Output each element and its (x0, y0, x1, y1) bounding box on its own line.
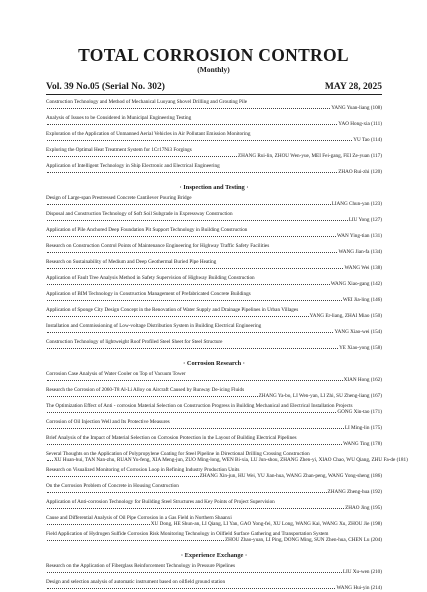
article-authors-page: WEI Jia-ling (146) (342, 297, 382, 304)
toc-entry[interactable] (46, 499, 382, 512)
toc-entry[interactable] (46, 163, 382, 176)
dot-leader (47, 380, 343, 381)
article-authors-page: YAO Hong-xia (111) (338, 121, 382, 128)
article-title: Research on Construction Control Points of Maintenance Engineering for Highway Traffic Safety Facilities (46, 243, 270, 249)
toc-entry[interactable] (46, 291, 382, 304)
dot-leader (47, 396, 258, 397)
article-meta (46, 105, 382, 111)
article-authors-page: WANG Jian-fa (134) (338, 249, 382, 256)
toc-entry[interactable] (46, 435, 382, 448)
article-authors-page: ZHAO Jing (195) (345, 505, 382, 512)
article-authors-page: WAN Ying-tian (131) (336, 233, 382, 240)
toc-entry[interactable] (46, 515, 382, 528)
dot-leader (47, 540, 224, 541)
article-meta (46, 281, 382, 287)
dot-leader (47, 108, 330, 109)
article-authors-page: YE Xiao-yong (158) (339, 345, 382, 352)
article-authors-page: XU Dong, HE Shun-an, LI Qiang, LI Yan, GAO Yong-fei, XU Long, WANG Kai, WANG Xu, ZHOU Jie (198) (150, 521, 382, 528)
article-authors-page: LIU Xu-wen (210) (342, 569, 382, 576)
toc-entry[interactable] (46, 195, 382, 208)
article-meta (46, 265, 382, 271)
dot-leader (47, 524, 150, 525)
dot-leader (47, 204, 331, 205)
article-authors-page: ZHANG Ya-bo, LI Wen-yan, LI Zhi, SU Zheng-liang (167) (258, 393, 382, 400)
article-authors-page: XIAN Hong (162) (343, 377, 382, 384)
toc-entry[interactable] (46, 147, 382, 160)
dot-leader (47, 140, 352, 141)
toc-entry[interactable] (46, 131, 382, 144)
article-authors-page: ZHAO Rui-zhi (120) (338, 169, 382, 176)
article-meta (46, 393, 382, 399)
article-title: On the Corrosion Problem of Concrete in Housing Construction (46, 483, 179, 489)
dot-leader (47, 156, 237, 157)
dot-leader (47, 460, 53, 461)
toc-entry[interactable] (46, 339, 382, 352)
header-rule (46, 94, 382, 95)
article-title: Research on Visualized Monitoring of Corrosion Loop in Refining Industry Production Units (46, 467, 240, 473)
article-authors-page: WANG Ting (178) (343, 441, 382, 448)
issue-date: MAY 28, 2025 (324, 82, 382, 92)
dot-leader (47, 300, 342, 301)
toc-entry[interactable] (46, 115, 382, 128)
toc-entry[interactable] (46, 563, 382, 576)
journal-title: TOTAL CORROSION CONTROL (78, 45, 349, 65)
article-authors-page: WANG Wei (138) (344, 265, 382, 272)
article-meta (46, 329, 382, 335)
article-authors-page: ZHANG Zheng-hua (192) (327, 489, 382, 496)
article-authors-page: WANG Hui-yin (214) (336, 585, 382, 592)
section-heading: · Corrosion Research · (183, 359, 245, 367)
article-title: Cause and Differential Analysis of Oil Pipe Corrosion in a Gas Field in Northern Shaanxi (46, 515, 232, 521)
article-meta (46, 473, 382, 479)
article-title: Research the Corrosion of 2060-T8 Al-Li Alloy on Aircraft Caused by Runway De-icing Fluids (46, 387, 245, 393)
toc-entry[interactable] (46, 211, 382, 224)
dot-leader (47, 284, 330, 285)
dot-leader (47, 172, 337, 173)
dot-leader (47, 444, 342, 445)
article-title: Corrosion Case Analysis of Water Cooler on Top of Vacuum Tower (46, 371, 186, 377)
article-title: Application of Pile Anchored Deep Foundation Pit Support Technology in Building Construction (46, 227, 248, 233)
article-title: Design of Large-span Prestressed Concrete Cantilever Pouring Bridge (46, 195, 192, 201)
dot-leader (47, 508, 344, 509)
article-title: Analysis of Issues to be Considered in Municipal Engineering Testing (46, 115, 192, 121)
article-authors-page: YANG Xiao-wei (154) (334, 329, 382, 336)
article-authors-page: YANG Yuan-liang (108) (331, 105, 382, 112)
dot-leader (47, 236, 336, 237)
article-meta (46, 537, 382, 543)
article-title: Research on Sustainability of Medium and Deep Geothermal Buried Pipe Heating (46, 259, 217, 265)
article-authors-page: WANG Xiao-gang (142) (330, 281, 382, 288)
dot-leader (47, 268, 343, 269)
article-title: Application of Intelligent Technology in Ship Electronic and Electrical Engineering (46, 163, 220, 169)
article-title: Field Application of Hydrogen Sulfide Corrosion Risk Monitoring Technology in Oilfield Surface Gathering and Transportation System (46, 531, 329, 537)
article-title: Corrosion of Oil Injection Well and Its Protective Measures (46, 419, 170, 425)
article-authors-page: YU Tao (114) (353, 137, 382, 144)
article-title: Exploration of the Application of Unmanned Aerial Vehicles in Air Pollutant Emission Monitoring (46, 131, 251, 137)
article-title: Application of Fault Tree Analysis Method in Safety Supervision of Highway Building Construction (46, 275, 255, 281)
article-meta (46, 585, 382, 591)
dot-leader (47, 316, 309, 317)
section-heading: · Inspection and Testing · (179, 183, 249, 191)
article-authors-page: LI Ming-lin (175) (344, 425, 382, 432)
article-title: Disposal and Construction Technology of Soft Soil Subgrade in Expressway Construction (46, 211, 233, 217)
toc-entry[interactable] (46, 307, 382, 320)
section-heading: · Experience Exchange · (180, 551, 248, 559)
table-of-contents (46, 97, 408, 592)
toc-entry[interactable] (46, 419, 382, 432)
toc-entry[interactable] (46, 467, 382, 480)
toc-entry[interactable] (46, 387, 382, 400)
article-authors-page: GONG Xin-tao (171) (337, 409, 382, 416)
article-title: Brief Analysis of the Impact of Material Selection on Corrosion Protection in the Layout of Building Electrical Pipelines (46, 435, 297, 441)
dot-leader (47, 412, 336, 413)
toc-entry[interactable] (46, 579, 382, 592)
dot-leader (47, 220, 348, 221)
dot-leader (47, 252, 337, 253)
article-title: The Optimization Effect of Anti - corrosion Material Selection on Construction Progress in Building Mechanical and Electrical Installation Projects (46, 403, 353, 409)
toc-entry[interactable] (46, 371, 382, 384)
article-meta (46, 217, 382, 223)
dot-leader (47, 332, 333, 333)
toc-entry[interactable] (46, 99, 382, 112)
article-meta (46, 521, 382, 527)
article-meta (46, 457, 408, 464)
dot-leader (47, 588, 335, 589)
toc-entry[interactable] (46, 483, 382, 496)
article-authors-page: LIU Yong (127) (348, 217, 382, 224)
dot-leader (47, 428, 344, 429)
dot-leader (47, 492, 327, 493)
article-meta (46, 489, 382, 495)
toc-entry[interactable] (46, 259, 382, 272)
article-meta (46, 425, 382, 431)
journal-frequency: (Monthly) (197, 65, 230, 74)
article-authors-page: LIANG Chun-yan (123) (331, 201, 382, 208)
toc-entry[interactable] (46, 403, 382, 416)
article-meta (46, 297, 382, 303)
toc-entry[interactable] (46, 323, 382, 336)
article-meta (46, 377, 382, 383)
article-title: Exploring the Optimal Heat Treatment System for 1Cr17Ni3 Forgings (46, 147, 192, 153)
article-title: Research on the Application of Fiberglass Reinforcement Technology in Pressure Pipelines (46, 563, 236, 569)
article-title: Application of Anti-corrosion Technology for Building Steel Structures and Key Points of Project Supervision (46, 499, 275, 505)
toc-entry[interactable] (46, 227, 382, 240)
article-title: Installation and Commissioning of Low-voltage Distribution System in Building Electrical Engineering (46, 323, 262, 329)
article-title: Several Thoughts on the Application of Polypropylene Coating for Steel Pipeline in Directional Drilling Crossing Construction (46, 451, 310, 457)
article-meta (46, 505, 382, 511)
article-meta (46, 409, 382, 415)
article-authors-page: ZHANG Rui-lin, ZHOU Wen-yue, MEI Fei-gang, FEI Ze-yuan (117) (237, 153, 382, 160)
dot-leader (47, 348, 338, 349)
article-meta (46, 169, 382, 175)
article-title: Construction Technology and Method of Mechanical Luoyang Shovel Drilling and Grouting Pile (46, 99, 248, 105)
article-meta (46, 201, 382, 207)
article-meta (46, 313, 382, 319)
article-meta (46, 137, 382, 143)
article-authors-page: YANG Er-liang, ZHAI Miao (150) (309, 313, 382, 320)
article-meta (46, 121, 382, 127)
article-title: Application of BIM Technology in Construction Management of Prefabricated Concrete Buildings (46, 291, 251, 297)
article-title: Application of Sponge City Design Concept in the Renovation of Water Supply and Drainage Pipelines in Urban Villages (46, 307, 299, 313)
toc-entry[interactable] (46, 275, 382, 288)
article-title: Design and selection analysis of automatic instrument based on oilfield ground station (46, 579, 226, 585)
article-authors-page: ZHANG Xin-jun, HU Wei, YU Jian-hua, WANG Zhan-peng, WANG Yong-sheng (186) (199, 473, 382, 480)
article-meta (46, 233, 382, 239)
issue-number: Vol. 39 No.05 (Serial No. 302) (46, 82, 165, 92)
article-authors-page: XU Huan-hui, TAN Nan-zhu, RUAN Yu-feng, XIA Meng-jun, ZUO Ming-long, WEN Bi-xia, LU Jun-shou, ZHANG Zhen-yi, XIAO Chao, WU Qiang, ZHU Fa-de (181) (54, 457, 408, 464)
article-meta (46, 441, 382, 447)
toc-entry[interactable] (46, 531, 382, 544)
article-meta (46, 249, 382, 255)
article-authors-page: ZHOU Zhao-yuan, LI Ping, DONG Ming, SUN Zhen-hua, CHEN Lu (204) (224, 537, 382, 544)
article-meta (46, 345, 382, 351)
dot-leader (47, 476, 199, 477)
dot-leader (47, 124, 337, 125)
toc-entry[interactable] (46, 243, 382, 256)
article-title: Construction Technology of lightweight Roof Profiled Steel Sheet for Steel Structure (46, 339, 223, 345)
dot-leader (47, 572, 342, 573)
toc-entry[interactable] (46, 451, 408, 464)
article-meta (46, 153, 382, 159)
